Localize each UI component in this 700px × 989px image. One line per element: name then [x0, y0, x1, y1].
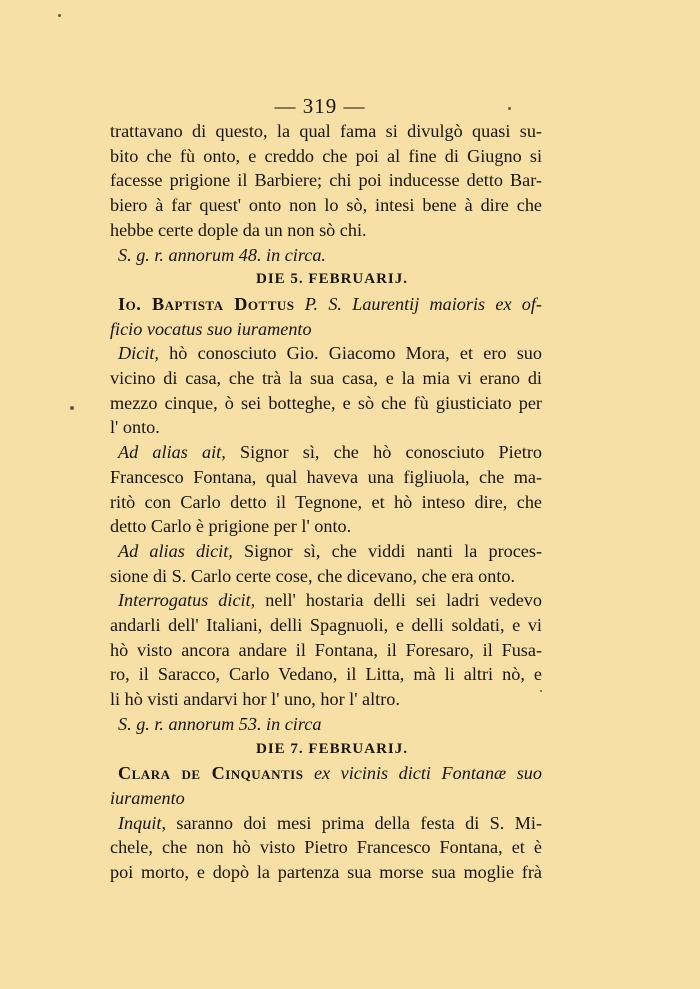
- text-line: l' onto.: [110, 417, 160, 438]
- text-line: andarli dell' Italiani, delli Spagnuoli, e delli soldati, e vi: [110, 615, 542, 636]
- paragraph-text: nell' hostaria delli sei ladri vedevo: [255, 590, 542, 611]
- text-line: li hò visti andarvi hor l' uno, hor l' altro.: [110, 689, 400, 710]
- text-line: hebbe certe dople da un non sò chi.: [110, 219, 367, 240]
- witness-intro: [110, 761, 542, 786]
- witness-intro: [110, 292, 542, 317]
- text-line: bito che fù onto, e creddo che poi al fine di Giugno si: [110, 145, 542, 166]
- text-line: trattavano di questo, la qual fama si divulgò quasi su-: [110, 121, 542, 141]
- paragraph-lead: Dicit,: [118, 343, 159, 364]
- text-line: poi morto, e dopò la partenza sua morse sua moglie frà: [110, 862, 542, 883]
- paragraph-text: Signor sì, che viddi nanti la proces-: [232, 540, 543, 561]
- paragraph-lead: Ad alias dicit,: [118, 540, 233, 561]
- date-heading: DIE 7. FEBRUARIJ.: [255, 740, 408, 757]
- date-heading: DIE 5. FEBRUARIJ.: [255, 271, 408, 288]
- witness-description: P. S. Laurentij maioris ex of-: [304, 293, 542, 314]
- paragraph-text: saranno doi mesi prima della festa di S. Mi-: [166, 812, 542, 833]
- paragraph-text: Signor sì, che hò conosciuto Pietro: [225, 442, 542, 463]
- text-line: facesse prigione il Barbiere; chi poi inducesse detto Bar-: [110, 170, 542, 191]
- text-line: mezzo cinque, ò sei botteghe, e sò che fù giusticiato per: [110, 392, 542, 413]
- age-statement: S. g. r. annorum 53. in circa: [118, 713, 322, 734]
- text-line: vicino di casa, che trà la sua casa, e la mia vi erano di: [110, 368, 542, 389]
- witness-name: Io. Baptista Dottus: [118, 293, 295, 314]
- text-line: sione di S. Carlo certe cose, che dicevano, che era onto.: [110, 565, 516, 586]
- paragraph-lead: Inquit,: [118, 812, 166, 833]
- text-line: hò visto ancora andare il Fontana, il Foresaro, il Fusa-: [110, 639, 542, 660]
- witness-name: Clara de Cinquantis: [118, 763, 304, 784]
- paragraph-lead: Ad alias ait,: [118, 442, 226, 463]
- text-line: biero à far quest' onto non lo sò, intesi bene à dire che: [110, 195, 542, 216]
- witness-description-cont: ficio vocatus suo iuramento: [110, 318, 312, 339]
- paper-speck: [70, 406, 74, 410]
- paper-speck: [58, 14, 61, 17]
- paragraph-first-line: [110, 539, 542, 564]
- paragraph-first-line: [110, 588, 542, 613]
- paper-speck: [508, 107, 511, 110]
- paragraph-lead: Interrogatus dicit,: [118, 590, 256, 611]
- text-line: detto Carlo è prigione per l' onto.: [110, 516, 352, 537]
- paragraph-text: hò conosciuto Gio. Giacomo Mora, et ero suo: [158, 343, 542, 364]
- witness-description: ex vicinis dicti Fontanæ suo: [313, 763, 542, 784]
- page-number: — 319 —: [274, 94, 366, 118]
- text-line: chele, che non hò visto Pietro Francesco Fontana, et è: [110, 837, 542, 858]
- text-line: ro, il Saracco, Carlo Vedano, il Litta, mà li altri nò, e: [110, 664, 542, 685]
- text-line: ritò con Carlo detto il Tegnone, et hò inteso dire, che: [110, 491, 542, 512]
- age-statement: S. g. r. annorum 48. in circa.: [118, 244, 326, 265]
- paragraph-first-line: [110, 440, 542, 465]
- page-text: [110, 119, 542, 885]
- paragraph-first-line: [110, 811, 542, 836]
- paragraph-first-line: [110, 341, 542, 366]
- witness-description-cont: iuramento: [110, 787, 185, 808]
- text-line: Francesco Fontana, qual haveva una figliuola, che ma-: [110, 466, 542, 487]
- paper-speck: [540, 690, 542, 692]
